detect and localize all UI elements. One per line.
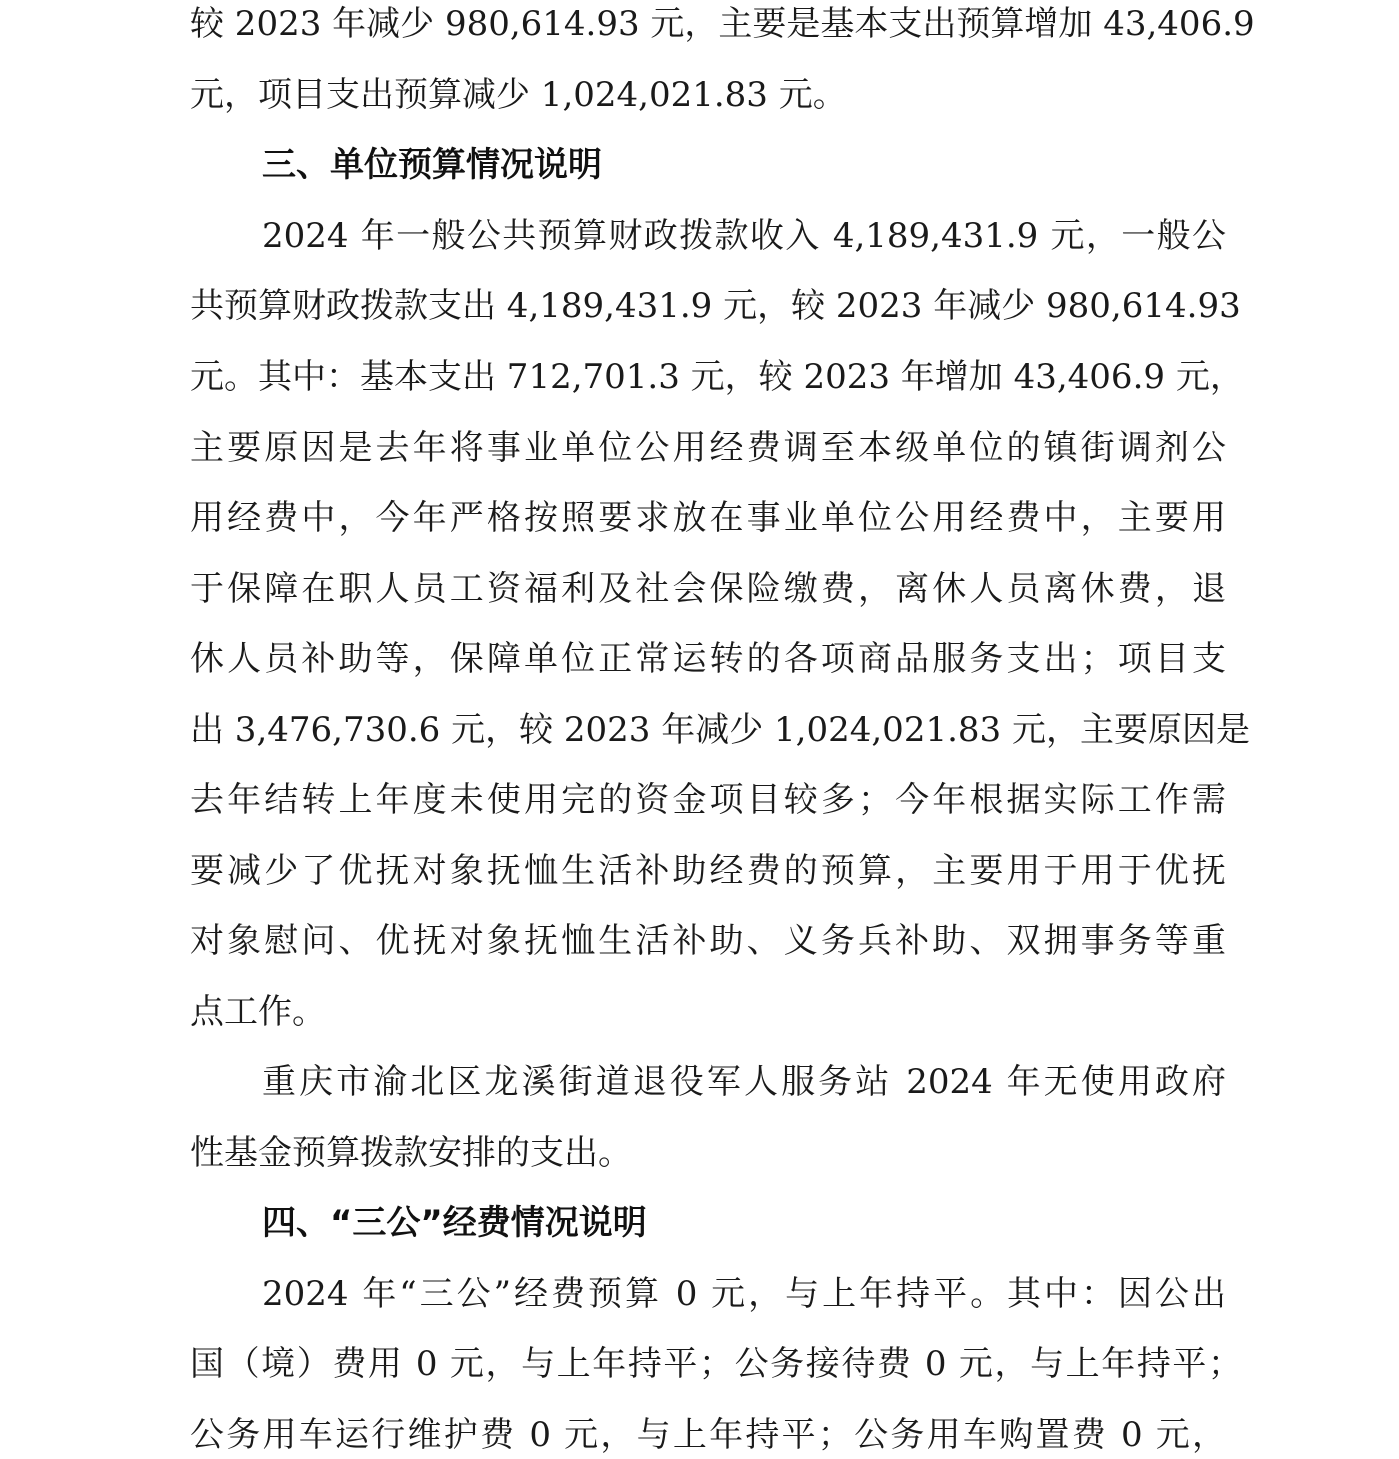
paragraph-line: 公务用车运行维护费 0 元，与上年持平；公务用车购置费 0 元， bbox=[190, 1415, 1226, 1455]
paragraph-line: 于保障在职人员工资福利及社会保险缴费，离休人员离休费，退 bbox=[190, 569, 1226, 609]
paragraph-line: 要减少了优抚对象抚恤生活补助经费的预算，主要用于用于优抚 bbox=[190, 851, 1226, 891]
paragraph-line: 去年结转上年度未使用完的资金项目较多；今年根据实际工作需 bbox=[190, 780, 1226, 820]
paragraph-line: 共预算财政拨款支出 4,189,431.9 元，较 2023 年减少 980,614.93 bbox=[190, 286, 1241, 326]
paragraph-line: 性基金预算拨款安排的支出。 bbox=[190, 1133, 632, 1173]
section-heading-unit-budget: 三、单位预算情况说明 bbox=[262, 145, 602, 185]
paragraph-line: 休人员补助等，保障单位正常运转的各项商品服务支出；项目支 bbox=[190, 639, 1226, 679]
paragraph-line: 出 3,476,730.6 元，较 2023 年减少 1,024,021.83 元，主要原因是 bbox=[190, 710, 1250, 750]
section-heading-three-public-expenses: 四、“三公”经费情况说明 bbox=[262, 1203, 647, 1243]
paragraph-line: 元。其中：基本支出 712,701.3 元，较 2023 年增加 43,406.9 元， bbox=[190, 357, 1244, 397]
paragraph-line: 较 2023 年减少 980,614.93 元，主要是基本支出预算增加 43,406.9 bbox=[190, 4, 1255, 44]
paragraph-line: 2024 年一般公共预算财政拨款收入 4,189,431.9 元，一般公 bbox=[262, 216, 1226, 256]
paragraph-line: 点工作。 bbox=[190, 992, 326, 1032]
paragraph-line: 2024 年“三公”经费预算 0 元，与上年持平。其中：因公出 bbox=[262, 1274, 1226, 1314]
paragraph-line: 对象慰问、优抚对象抚恤生活补助、义务兵补助、双拥事务等重 bbox=[190, 921, 1226, 961]
paragraph-line: 元，项目支出预算减少 1,024,021.83 元。 bbox=[190, 75, 847, 115]
paragraph-line: 国（境）费用 0 元，与上年持平；公务接待费 0 元，与上年持平； bbox=[190, 1344, 1242, 1384]
paragraph-line: 重庆市渝北区龙溪街道退役军人服务站 2024 年无使用政府 bbox=[262, 1062, 1226, 1102]
paragraph-line: 主要原因是去年将事业单位公用经费调至本级单位的镇街调剂公 bbox=[190, 428, 1226, 468]
paragraph-line: 用经费中，今年严格按照要求放在事业单位公用经费中，主要用 bbox=[190, 498, 1226, 538]
